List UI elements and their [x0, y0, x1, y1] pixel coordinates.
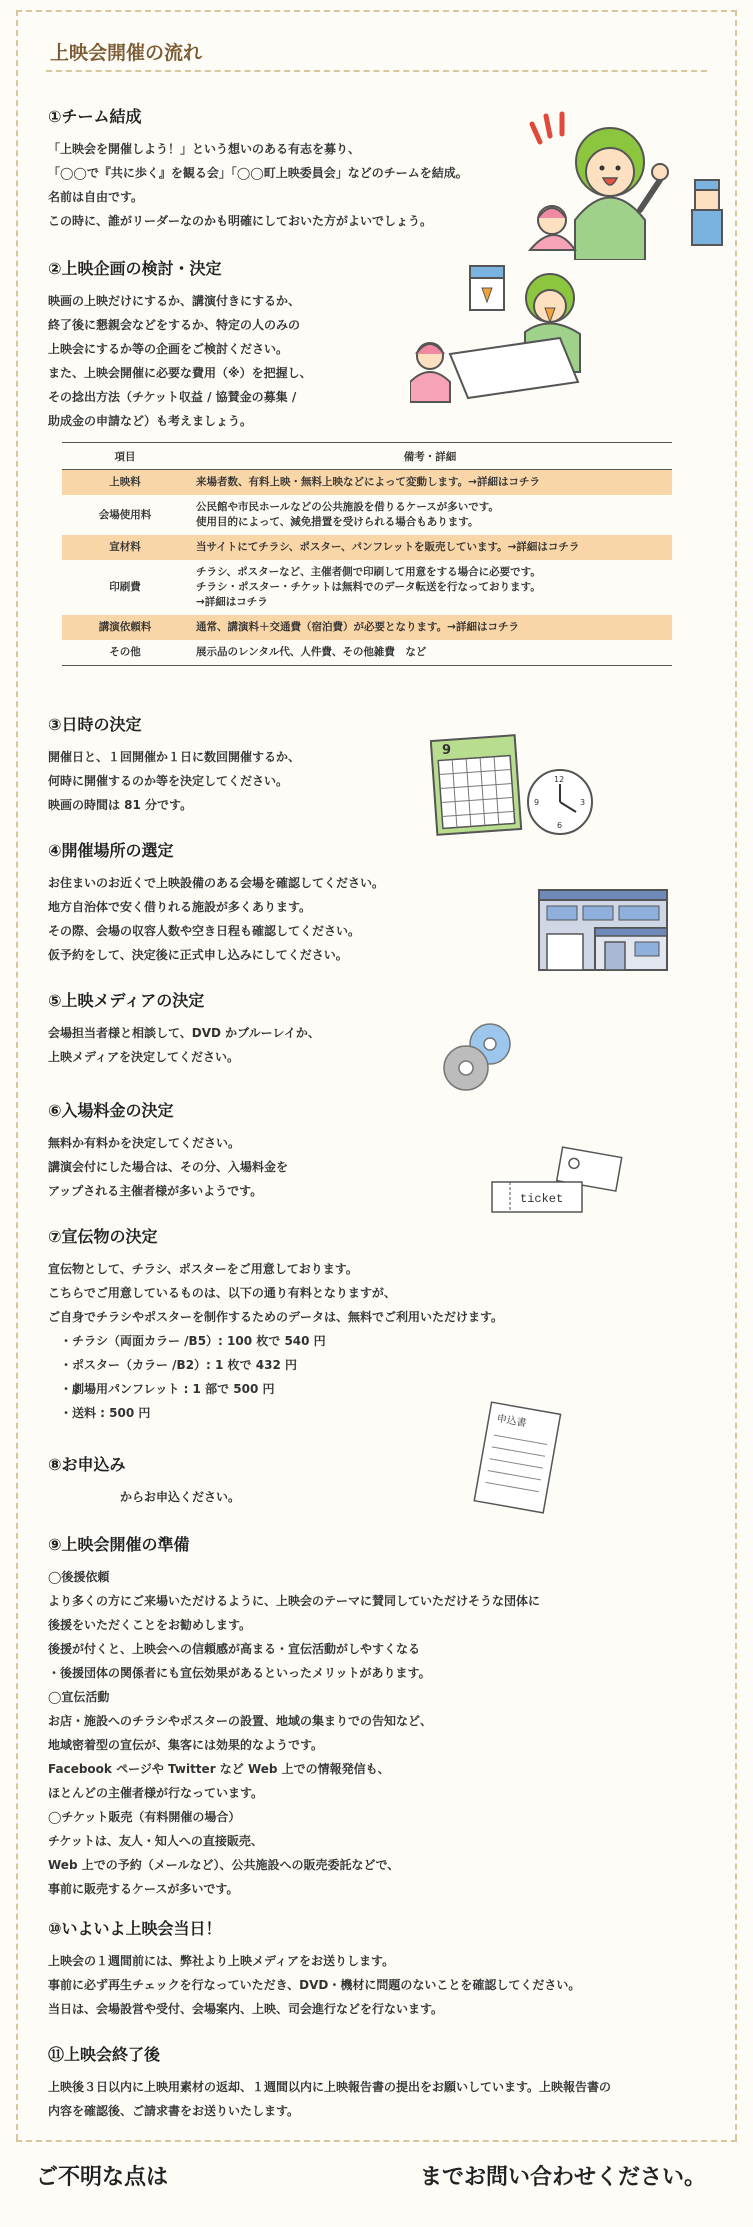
- section-title: ⑥入場料金の決定: [48, 1101, 174, 1120]
- calendar-clock-illustration: [430, 732, 600, 842]
- section-line: 後援をいただくことをお勧めします。: [48, 1618, 252, 1632]
- section-line: Facebook ページや Twitter など Web 上での情報発信も、: [48, 1762, 390, 1776]
- table-cell-item: 宣材料: [62, 535, 188, 560]
- section-line: 名前は自由です。: [48, 190, 144, 204]
- section-preparation: [48, 1532, 540, 1901]
- exclamation-marks-icon: [532, 114, 562, 142]
- calendar-icon: [431, 735, 521, 835]
- frame-right-border: [735, 10, 737, 2140]
- section-line: 会場担当者様と相談して、DVD かブルーレイか、: [48, 1026, 320, 1040]
- form-label: 申込書: [495, 1413, 528, 1430]
- section-line: 上映会の１週間前には、弊社より上映メディアをお送りします。: [48, 1954, 395, 1968]
- section-line: ・後援団体の関係者にも宣伝効果があるといったメリットがあります。: [48, 1666, 431, 1680]
- section-team: [48, 104, 468, 233]
- ticket-text: ticket: [520, 1192, 564, 1206]
- note-line: 通常、講演料＋交通費（宿泊費）が必要となります。→詳細はコチラ: [196, 621, 519, 633]
- table-row: [62, 640, 672, 666]
- clock-number: 6: [557, 821, 563, 830]
- section-line: 映画の上映だけにするか、講演付きにするか、: [48, 294, 301, 308]
- frame-left-border: [16, 10, 18, 2140]
- section-line: ほとんどの主催者様が行なっています。: [48, 1786, 264, 1800]
- section-line: チケットは、友人・知人への直接販売、: [48, 1834, 263, 1848]
- section-line: ◯宣伝活動: [48, 1690, 110, 1704]
- calendar-month: 9: [442, 743, 452, 758]
- section-title: ①チーム結成: [48, 107, 142, 126]
- section-line: アップされる主催者様が多いようです。: [48, 1184, 263, 1198]
- section-line: ご自身でチラシやポスターを制作するためのデータは、無料でご利用いただけます。: [48, 1310, 504, 1324]
- section-line: 何時に開催するのか等を決定してください。: [48, 774, 289, 788]
- building-illustration: [535, 884, 675, 974]
- section-line: 内容を確認後、ご請求書をお送りいたします。: [48, 2104, 300, 2118]
- note-line: 来場者数、有料上映・無料上映などによって変動します。→詳細はコチラ: [196, 476, 540, 488]
- section-fee: [48, 1098, 288, 1203]
- section-line: からお申込ください。: [48, 1490, 241, 1504]
- section-line: 当日は、会場設営や受付、会場案内、上映、司会進行などを行ないます。: [48, 2002, 444, 2016]
- table-row: [62, 495, 672, 535]
- section-line: 上映後３日以内に上映用素材の返却、１週間以内に上映報告書の提出をお願いしています。上映報告書の: [48, 2080, 612, 2094]
- section-line: 「◯◯で『共に歩く』を観る会」「◯◯町上映委員会」などのチームを結成。: [48, 166, 468, 180]
- section-line: より多くの方にご来場いただけるように、上映会のテーマに賛同していただけそうな団体に: [48, 1594, 541, 1608]
- section-line: 無料か有料かを決定してください。: [48, 1136, 241, 1150]
- table-cell-note: [188, 560, 672, 615]
- contact-suffix: までお問い合わせください。: [420, 2165, 707, 2190]
- note-line: 当サイトにてチラシ、ポスター、パンフレットを販売しています。→詳細はコチラ: [196, 541, 580, 553]
- section-line: 終了後に懇親会などをするか、特定の人のみの: [48, 318, 301, 332]
- note-line: 公民館や市民ホールなどの公共施設を借りるケースが多いです。: [196, 501, 499, 513]
- note-line: チラシ・ポスター・チケットは無料でのデータ転送を行なっております。: [196, 581, 541, 593]
- section-line: 地方自治体で安く借りれる施設が多くあります。: [48, 900, 312, 914]
- table-cell-item: 印刷費: [109, 581, 141, 593]
- clock-number: 12: [554, 775, 565, 784]
- table-cell-note: [188, 495, 672, 535]
- table-cell-item: 会場使用料: [98, 508, 152, 521]
- section-planning: [48, 256, 312, 433]
- section-line: 事前に必ず再生チェックを行なっていただき、DVD・機材に問題のないことを確認してください。: [48, 1978, 581, 1992]
- table-row: [62, 560, 672, 615]
- table-row: [62, 535, 672, 560]
- note-line: →詳細はコチラ: [196, 596, 268, 608]
- section-line: その際、会場の収容人数や空き日程も確認してください。: [48, 924, 361, 938]
- section-line: 助成金の申請など）も考えましょう。: [48, 414, 253, 428]
- section-line: 地域密着型の宣伝が、集客には効果的なようです。: [48, 1738, 324, 1752]
- section-line: 「上映会を開催しよう！」という想いのある有志を募り、: [48, 142, 361, 156]
- section-title: ⑩いよいよ上映会当日！: [48, 1919, 222, 1938]
- section-venue: [48, 838, 384, 967]
- table-cell-note: [188, 535, 672, 560]
- section-title: ⑧お申込み: [48, 1455, 126, 1474]
- frame-divider: [16, 2140, 737, 2142]
- section-line: 上映会にするか等の企画をご検討ください。: [48, 342, 289, 356]
- section-line: 事前に販売するケースが多いです。: [48, 1882, 239, 1896]
- contact-prefix: ご不明な点は: [36, 2165, 169, 2190]
- section-line: ・チラシ（両面カラー /B5）: 100 枚で 540 円: [48, 1334, 326, 1348]
- meeting-illustration: [410, 262, 590, 412]
- section-line: 後援が付くと、上映会への信頼感が高まる・宣伝活動がしやすくなる: [48, 1642, 421, 1656]
- section-apply: [48, 1452, 240, 1509]
- table-cell-item: 講演依頼料: [62, 615, 188, 640]
- section-line: ・劇場用パンフレット : 1 部で 500 円: [48, 1382, 275, 1396]
- page-title: 上映会開催の流れ: [50, 42, 203, 64]
- disc-illustration: [438, 1022, 518, 1102]
- section-line: ◯チケット販売（有料開催の場合）: [48, 1810, 241, 1824]
- table-cell-item: その他: [62, 640, 188, 666]
- table-row: [62, 615, 672, 640]
- section-line: 講演会付にした場合は、その分、入場料金を: [48, 1160, 289, 1174]
- table-header: 備考・詳細: [188, 443, 672, 470]
- section-line: Web 上での予約（メールなど）、公共施設への販売委託などで、: [48, 1858, 400, 1872]
- section-promo: [48, 1224, 503, 1425]
- table-row: [62, 470, 672, 496]
- section-line: 上映メディアを決定してください。: [48, 1050, 240, 1064]
- clock-number: 9: [534, 798, 540, 807]
- section-title: ⑤上映メディアの決定: [48, 991, 205, 1010]
- frame-top-border: [16, 10, 737, 12]
- section-line: お店・施設へのチラシやポスターの設置、地域の集まりでの告知など、: [48, 1714, 433, 1728]
- note-line: 展示品のレンタル代、人件費、その他雑費 など: [196, 646, 427, 658]
- table-cell-note: [188, 615, 672, 640]
- section-line: 開催日と、１回開催か１日に数回開催するか、: [48, 750, 301, 764]
- section-line: ◯後援依頼: [48, 1570, 110, 1584]
- section-line: この時に、誰がリーダーなのかも明確にしておいた方がよいでしょう。: [48, 214, 433, 228]
- section-after-event: [48, 2042, 611, 2123]
- section-media: [48, 988, 320, 1069]
- section-line: こちらでご用意しているものは、以下の通り有料となりますが、: [48, 1286, 396, 1300]
- clock-icon: [528, 770, 592, 834]
- team-illustration: [520, 110, 725, 260]
- section-line: また、上映会開催に必要な費用（※）を把握し、: [48, 366, 312, 380]
- bluray-icon: [444, 1046, 488, 1090]
- note-line: 使用目的によって、減免措置を受けられる場合もあります。: [196, 516, 479, 528]
- section-line: 仮予約をして、決定後に正式申し込みにしてください。: [48, 948, 348, 962]
- section-line: ・ポスター（カラー /B2）: 1 枚で 432 円: [48, 1358, 297, 1372]
- section-title: ③日時の決定: [48, 715, 142, 734]
- clock-number: 3: [580, 798, 586, 807]
- section-title: ⑪上映会終了後: [48, 2045, 161, 2064]
- section-event-day: [48, 1916, 580, 2021]
- section-title: ④開催場所の選定: [48, 841, 174, 860]
- section-line: ・送料 : 500 円: [48, 1406, 151, 1420]
- title-divider: [46, 70, 707, 72]
- cost-table: [62, 442, 672, 666]
- section-line: お住まいのお近くで上映設備のある会場を確認してください。: [48, 876, 385, 890]
- section-line: 宣伝物として、チラシ、ポスターをご用意しております。: [48, 1262, 358, 1276]
- section-line: 映画の時間は 81 分です。: [48, 798, 193, 812]
- application-form-illustration: [470, 1400, 570, 1520]
- ticket-illustration: [488, 1146, 628, 1226]
- table-cell-note: [188, 640, 672, 666]
- table-header: 項目: [62, 443, 188, 470]
- section-date: [48, 712, 300, 817]
- note-line: チラシ、ポスターなど、主催者側で印刷して用意をする場合に必要です。: [196, 566, 541, 578]
- table-cell-note: [188, 470, 672, 496]
- table-cell-item: 上映料: [62, 470, 188, 496]
- section-title: ⑦宣伝物の決定: [48, 1227, 158, 1246]
- section-title: ⑨上映会開催の準備: [48, 1535, 190, 1554]
- section-title: ②上映企画の検討・決定: [48, 259, 222, 278]
- section-line: その捻出方法（チケット収益 / 協賛金の募集 /: [48, 390, 297, 404]
